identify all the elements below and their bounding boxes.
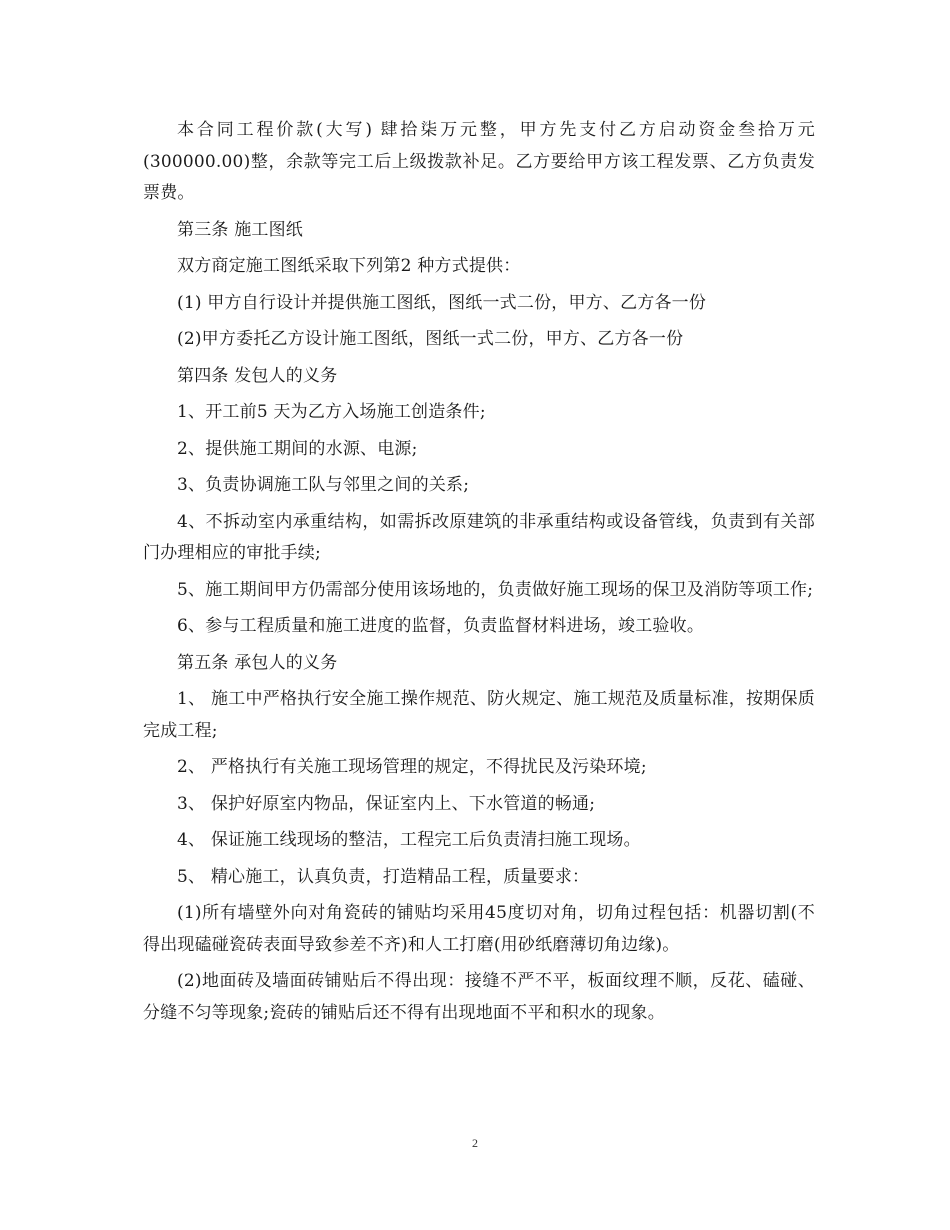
paragraph-employer-duty-5: 5、施工期间甲方仍需部分使用该场地的，负责做好施工现场的保卫及消防等项工作;: [177, 579, 814, 600]
paragraph-employer-duty-4: 4、不拆动室内承重结构，如需拆改原建筑的非承重结构或设备管线，负责到有关部门办理相应的审批手续;: [143, 511, 815, 563]
paragraph-contract-price: 本合同工程价款(大写) 肆拾柒万元整，甲方先支付乙方启动资金叁拾万元(300000.00)整，余款等完工后上级拨款补足。乙方要给甲方该工程发票、乙方负责发票费。: [143, 120, 815, 203]
paragraph-contractor-duty-5: 5、 精心施工，认真负责，打造精品工程，质量要求：: [177, 866, 590, 887]
paragraph-employer-duty-6: 6、参与工程质量和施工进度的监督，负责监督材料进场，竣工验收。: [177, 616, 705, 636]
document-body: [143, 115, 815, 1034]
paragraph-employer-duty-1: 1、开工前5 天为乙方入场施工创造条件;: [177, 402, 486, 422]
paragraph-contractor-duty-2: 2、 严格执行有关施工现场管理的规定，不得扰民及污染环境;: [177, 757, 647, 777]
paragraph-quality-req-1: (1)所有墙壁外向对角瓷砖的铺贴均采用45度切对角，切角过程包括：机器切割(不得出现磕碰瓷砖表面导致参差不齐)和人工打磨(用砂纸磨薄切角边缘)。: [143, 903, 815, 955]
paragraph-drawing-method: 双方商定施工图纸采取下列第2 种方式提供：: [177, 256, 521, 276]
paragraph-contractor-duty-3: 3、 保护好原室内物品，保证室内上、下水管道的畅通;: [177, 793, 596, 814]
paragraph-drawing-option-2: (2)甲方委托乙方设计施工图纸，图纸一式二份，甲方、乙方各一份: [177, 329, 684, 349]
paragraph-drawing-option-1: (1) 甲方自行设计并提供施工图纸，图纸一式二份，甲方、乙方各一份: [177, 292, 707, 313]
paragraph-employer-duty-2: 2、提供施工期间的水源、电源;: [177, 438, 418, 459]
heading-article-4: 第四条 发包人的义务: [177, 365, 338, 386]
paragraph-contractor-duty-4: 4、 保证施工线现场的整洁，工程完工后负责清扫施工现场。: [177, 830, 641, 850]
paragraph-contractor-duty-1: 1、 施工中严格执行安全施工操作规范、防火规定、施工规范及质量标准，按期保质完成工程;: [143, 689, 815, 741]
paragraph-quality-req-2: (2)地面砖及墙面砖铺贴后不得出现：接缝不严不平，板面纹理不顺，反花、磕碰、分缝不匀等现象;瓷砖的铺贴后还不得有出现地面不平和积水的现象。: [143, 971, 815, 1023]
heading-article-5: 第五条 承包人的义务: [177, 652, 338, 673]
page-number: 2: [472, 1136, 478, 1150]
heading-article-3: 第三条 施工图纸: [177, 219, 304, 240]
paragraph-employer-duty-3: 3、负责协调施工队与邻里之间的关系;: [177, 475, 470, 495]
